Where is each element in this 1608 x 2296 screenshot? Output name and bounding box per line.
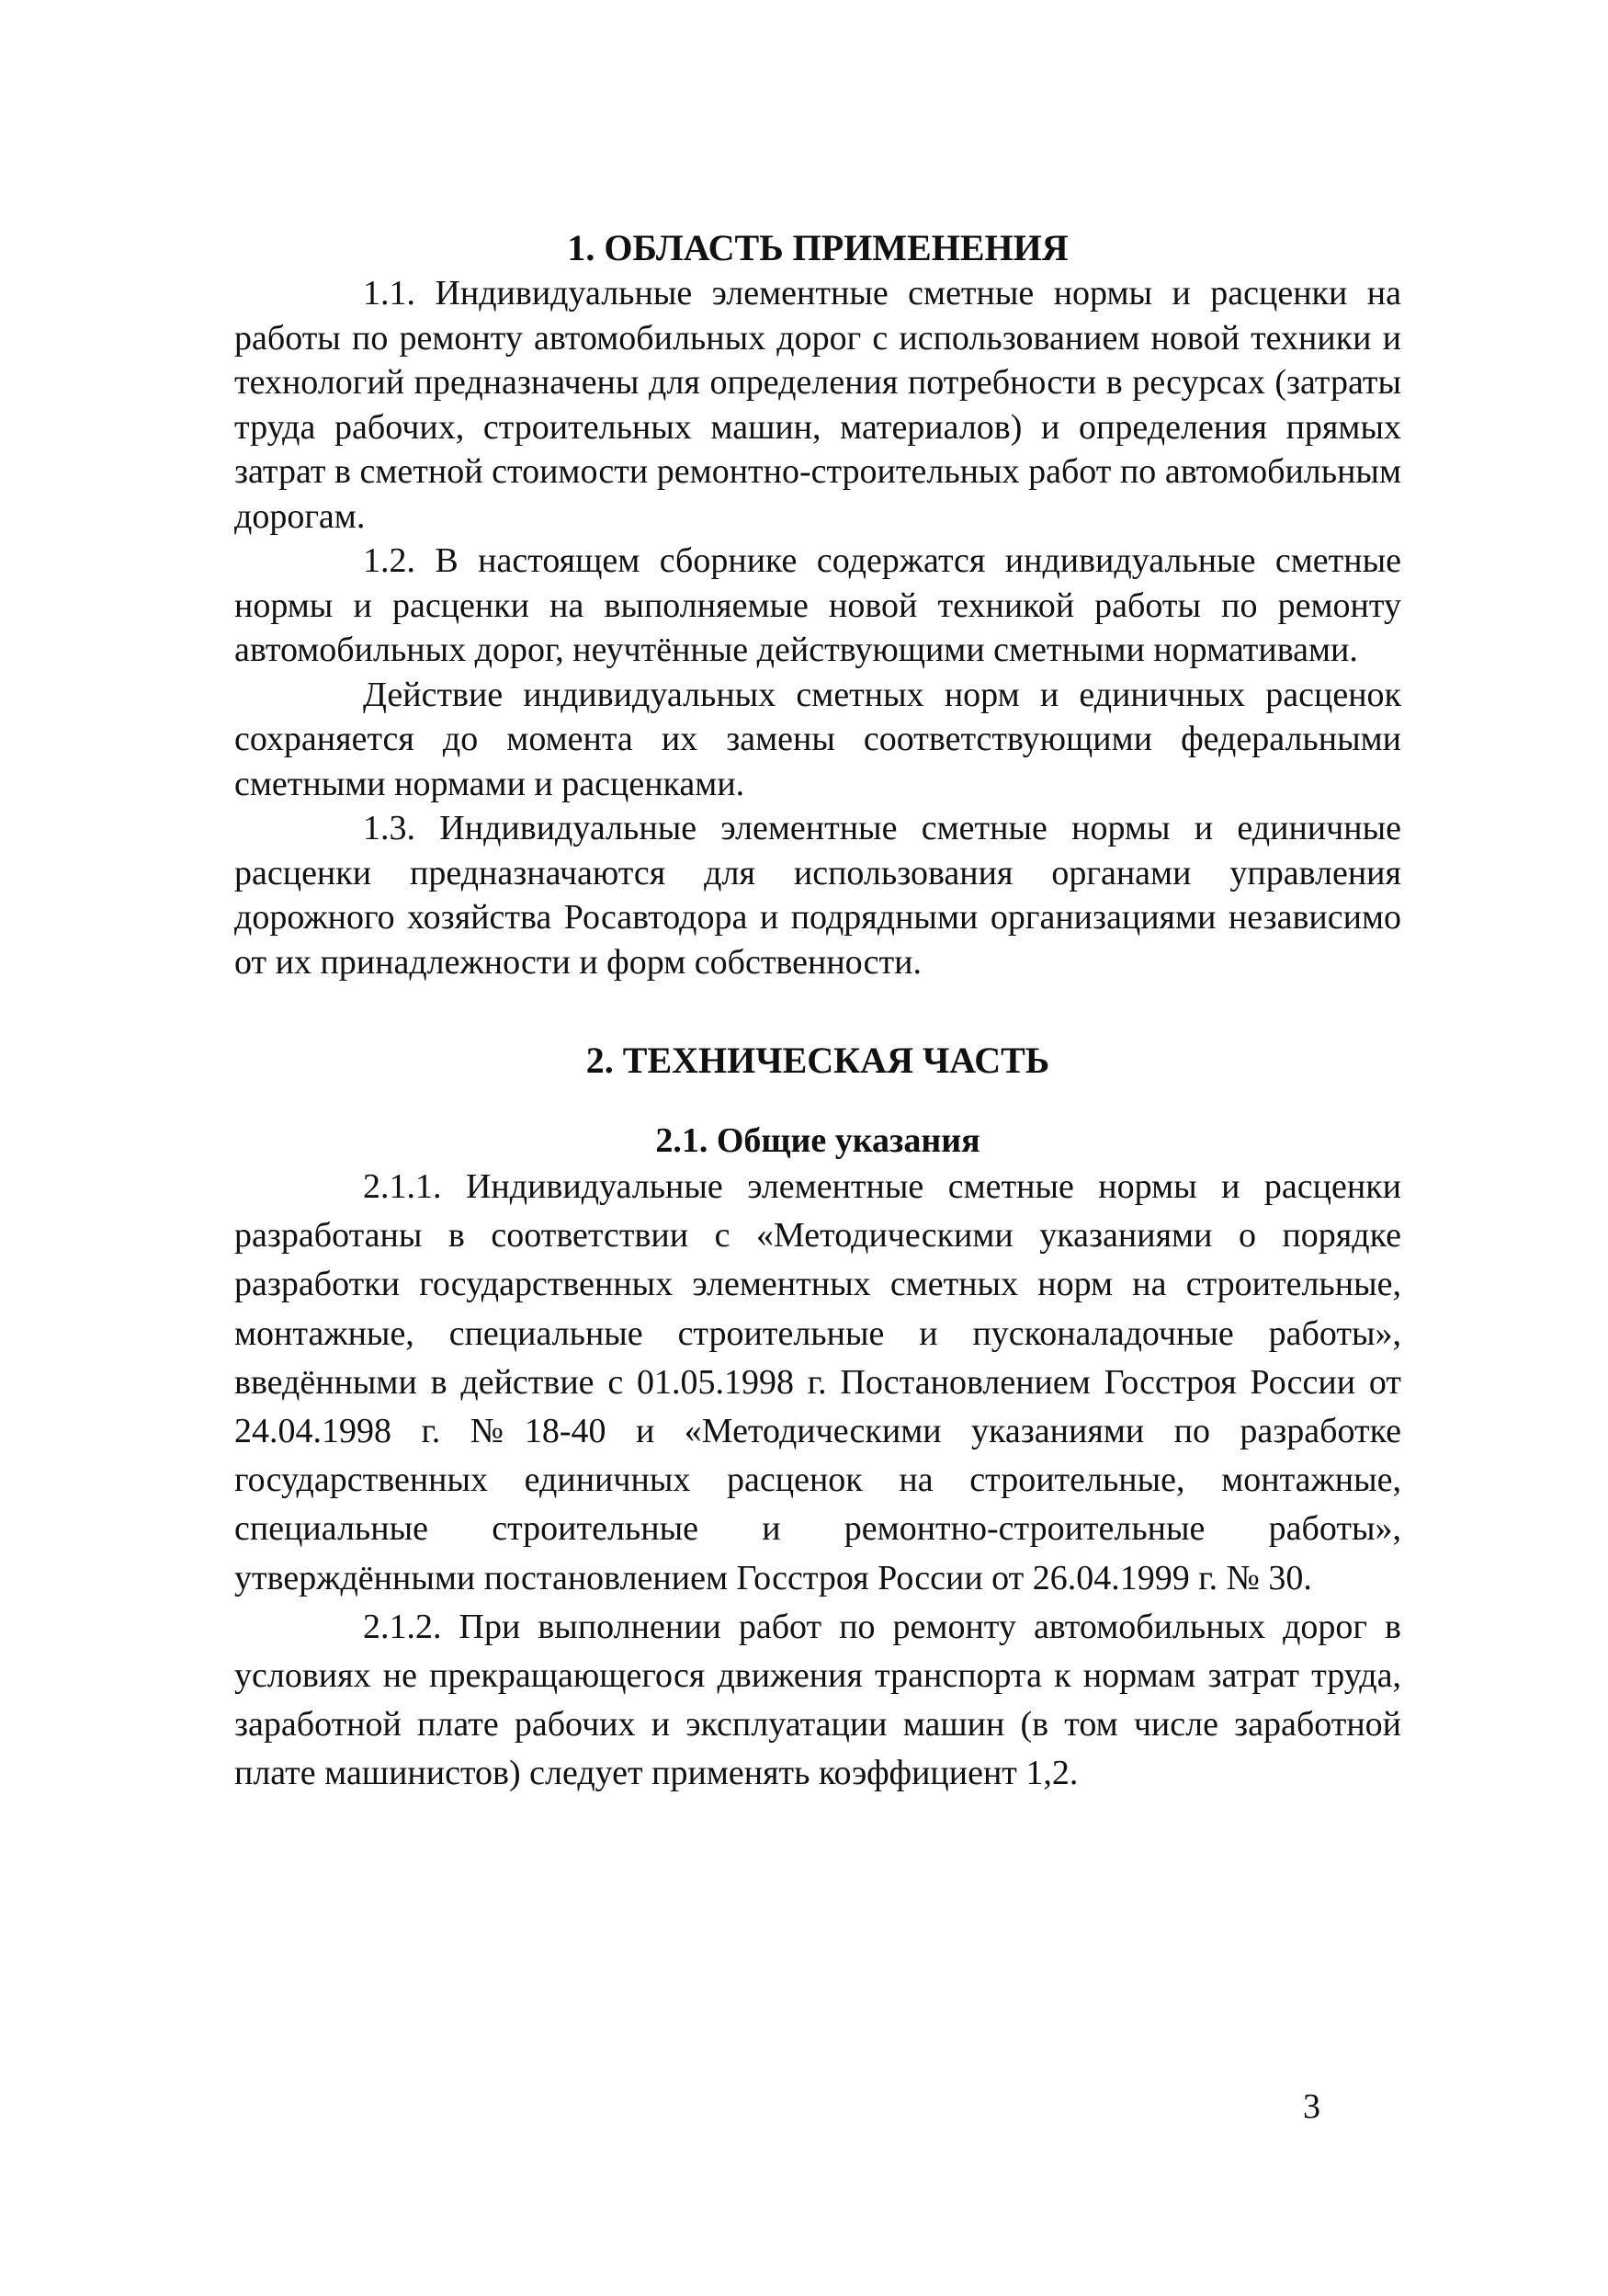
section-scope [234,225,1401,984]
paragraph-1-2: 1.2. В настоящем сборнике содержатся индивидуальные сметные нормы и расценки на выполняемые новой техникой работы по ремонту автомобильных дорог, неучтённые действующими сметными нормативами. [234,541,1401,669]
paragraph-2-1-2: 2.1.2. При выполнении работ по ремонту автомобильных дорог в условиях не прекращающегося движения транспорта к нормам затрат труда, заработной плате рабочих и эксплуатации машин (в том числе заработной плате машинистов) следует применять коэффициент 1,2. [234,1607,1401,1793]
section-technical [234,1038,1401,1799]
document-page [234,225,1401,1799]
paragraph-1-3: 1.3. Индивидуальные элементные сметные нормы и единичные расценки предназначаются для использования органами управления дорожного хозяйства Росавтодора и подрядными организациями независимо от их принадлежности и форм собственности. [234,809,1401,982]
subsection-2-1-title: 2.1. Общие указания [655,1121,980,1160]
paragraph-1-2-continued: Действие индивидуальных сметных норм и единичных расценок сохраняется до момента их замены соответствующими федеральными сметными нормами и расценками. [234,675,1401,803]
paragraph-2-1-1: 2.1.1. Индивидуальные элементные сметные нормы и расценки разработаны в соответствии с «Методическими указаниями о порядке разработки государственных элементных сметных норм на строительные, монтажные, специальные строительные и пусконаладочные работы», введёнными в действие с 01.05.1998 г. Постановлением Госстроя России от 24.04.1998 г. №18-40 и «Методическими указаниями по разработке государственных единичных расценок на строительные, монтажные, специальные строительные и ремонтно-строительные работы», утверждёнными постановлением Госстроя России от 26.04.1999 г. № 30. [234,1167,1401,1597]
section-2-title: 2. ТЕХНИЧЕСКАЯ ЧАСТЬ [585,1040,1050,1081]
page-number: 3 [1303,2087,1320,2126]
section-1-title: 1. ОБЛАСТЬ ПРИМЕНЕНИЯ [567,227,1069,268]
paragraph-1-1: 1.1. Индивидуальные элементные сметные нормы и расценки на работы по ремонту автомобильных дорог с использованием новой техники и технологий предназначены для определения потребности в ресурсах (затраты труда рабочих, строительных машин, материалов) и определения прямых затрат в сметной стоимости ремонтно-строительных работ по автомобильным дорогам. [234,274,1401,536]
